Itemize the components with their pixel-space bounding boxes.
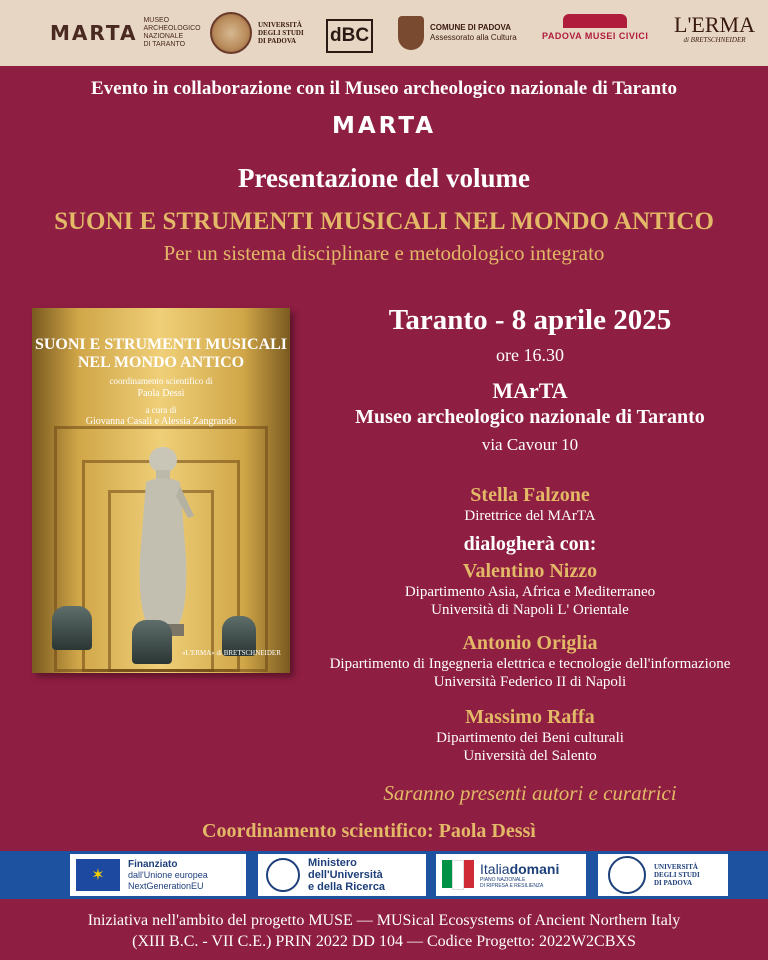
bronze-bell-icon: [52, 606, 92, 650]
volume-subtitle: Per un sistema disciplinare e metodologico integrato: [163, 241, 605, 265]
speaker-affiliation: Dipartimento dei Beni culturali Università del Salento: [436, 730, 624, 764]
host-role: Direttrice del MArTA: [464, 508, 596, 524]
marta-logo: [50, 14, 201, 52]
book-cover: SUONI E STRUMENTI MUSICALI NEL MONDO ANTICO coordinamento scientifico di Paola Dessì a cura di Giovanna Casali e Alessia Zangrando «L'ERMA» di BRETSCHNEIDER: [32, 308, 290, 673]
venue-address: via Cavour 10: [481, 435, 579, 454]
collaboration-line: Evento in collaborazione con il Museo archeologico nazionale di Taranto: [90, 78, 677, 99]
authors-present-note: Saranno presenti autori e curatrici: [383, 781, 677, 805]
speaker-name: Massimo Raffa: [465, 706, 595, 728]
eu-flag-icon: ✶: [76, 859, 120, 891]
padova-musei-civici-logo: PADOVA MUSEI CIVICI: [542, 14, 648, 52]
venue-full: Museo archeologico nazionale di Taranto: [355, 406, 705, 428]
erma-logo: L'ERMA di BRETSCHNEIDER: [674, 12, 755, 44]
marta-logo-word: MARTA: [50, 21, 138, 45]
marta-center-logo: MARTA: [331, 113, 437, 139]
speaker-name: Antonio Origlia: [462, 632, 598, 654]
unipd-seal-icon: [210, 12, 252, 54]
marta-logo-subtitle: MUSEO ARCHEOLOGICO NAZIONALE DI TARANTO: [143, 17, 201, 48]
speaker-name: Valentino Nizzo: [462, 560, 598, 582]
italian-flag-icon: [442, 860, 474, 890]
volume-title: SUONI E STRUMENTI MUSICALI NEL MONDO ANTICO: [54, 208, 714, 235]
dbc-logo: dBC: [326, 19, 373, 53]
project-footer: Iniziativa nell'ambito del progetto MUSE — MUSical Ecosystems of Ancient Northern Italy (XIII B.C. - VII C.E.) PRIN 2022 DD 104 — Codice Progetto: 2022W2CBXS: [87, 912, 681, 950]
speaker-affiliation: Dipartimento di Ingegneria elettrica e tecnologie dell'informazione Università Federico II di Napoli: [329, 656, 731, 690]
speaker-affiliation: Dipartimento Asia, Africa e Mediterraneo Università di Napoli L' Orientale: [404, 584, 656, 618]
padova-crest-icon: [398, 16, 424, 50]
venue-short: MArTA: [492, 378, 568, 403]
event-time: ore 16.30: [496, 345, 564, 365]
scientific-coordination: Coordinamento scientifico: Paola Dessì: [202, 820, 536, 842]
dialogue-label: dialogherà con:: [463, 533, 597, 555]
unipd-footer-logo: UNIVERSITÀ DEGLI STUDI DI PADOVA: [598, 854, 728, 896]
italia-domani-logo: Italiadomani PIANO NAZIONALE DI RIPRESA E RESILIENZA: [436, 854, 586, 896]
eu-funding-logo: ✶ Finanziato dall'Unione europea NextGenerationEU: [70, 854, 246, 896]
musei-building-icon: [563, 14, 627, 28]
mur-logo: Ministero dell'Università e della Ricerca: [258, 854, 426, 896]
host-name: Stella Falzone: [470, 484, 590, 506]
italian-emblem-icon: [266, 858, 300, 892]
bronze-bell-icon: [132, 620, 172, 664]
unipd-logo: UNIVERSITÀ DEGLI STUDI DI PADOVA: [210, 14, 304, 52]
statue-figurine-icon: [128, 438, 198, 638]
unipd-seal-icon: [608, 856, 646, 894]
book-cover-title: SUONI E STRUMENTI MUSICALI NEL MONDO ANTICO: [34, 336, 288, 371]
comune-padova-logo: COMUNE DI PADOVA Assessorato alla Cultura: [398, 14, 517, 52]
event-date: Taranto - 8 aprile 2025: [388, 304, 672, 336]
presentation-heading: Presentazione del volume: [238, 163, 530, 193]
